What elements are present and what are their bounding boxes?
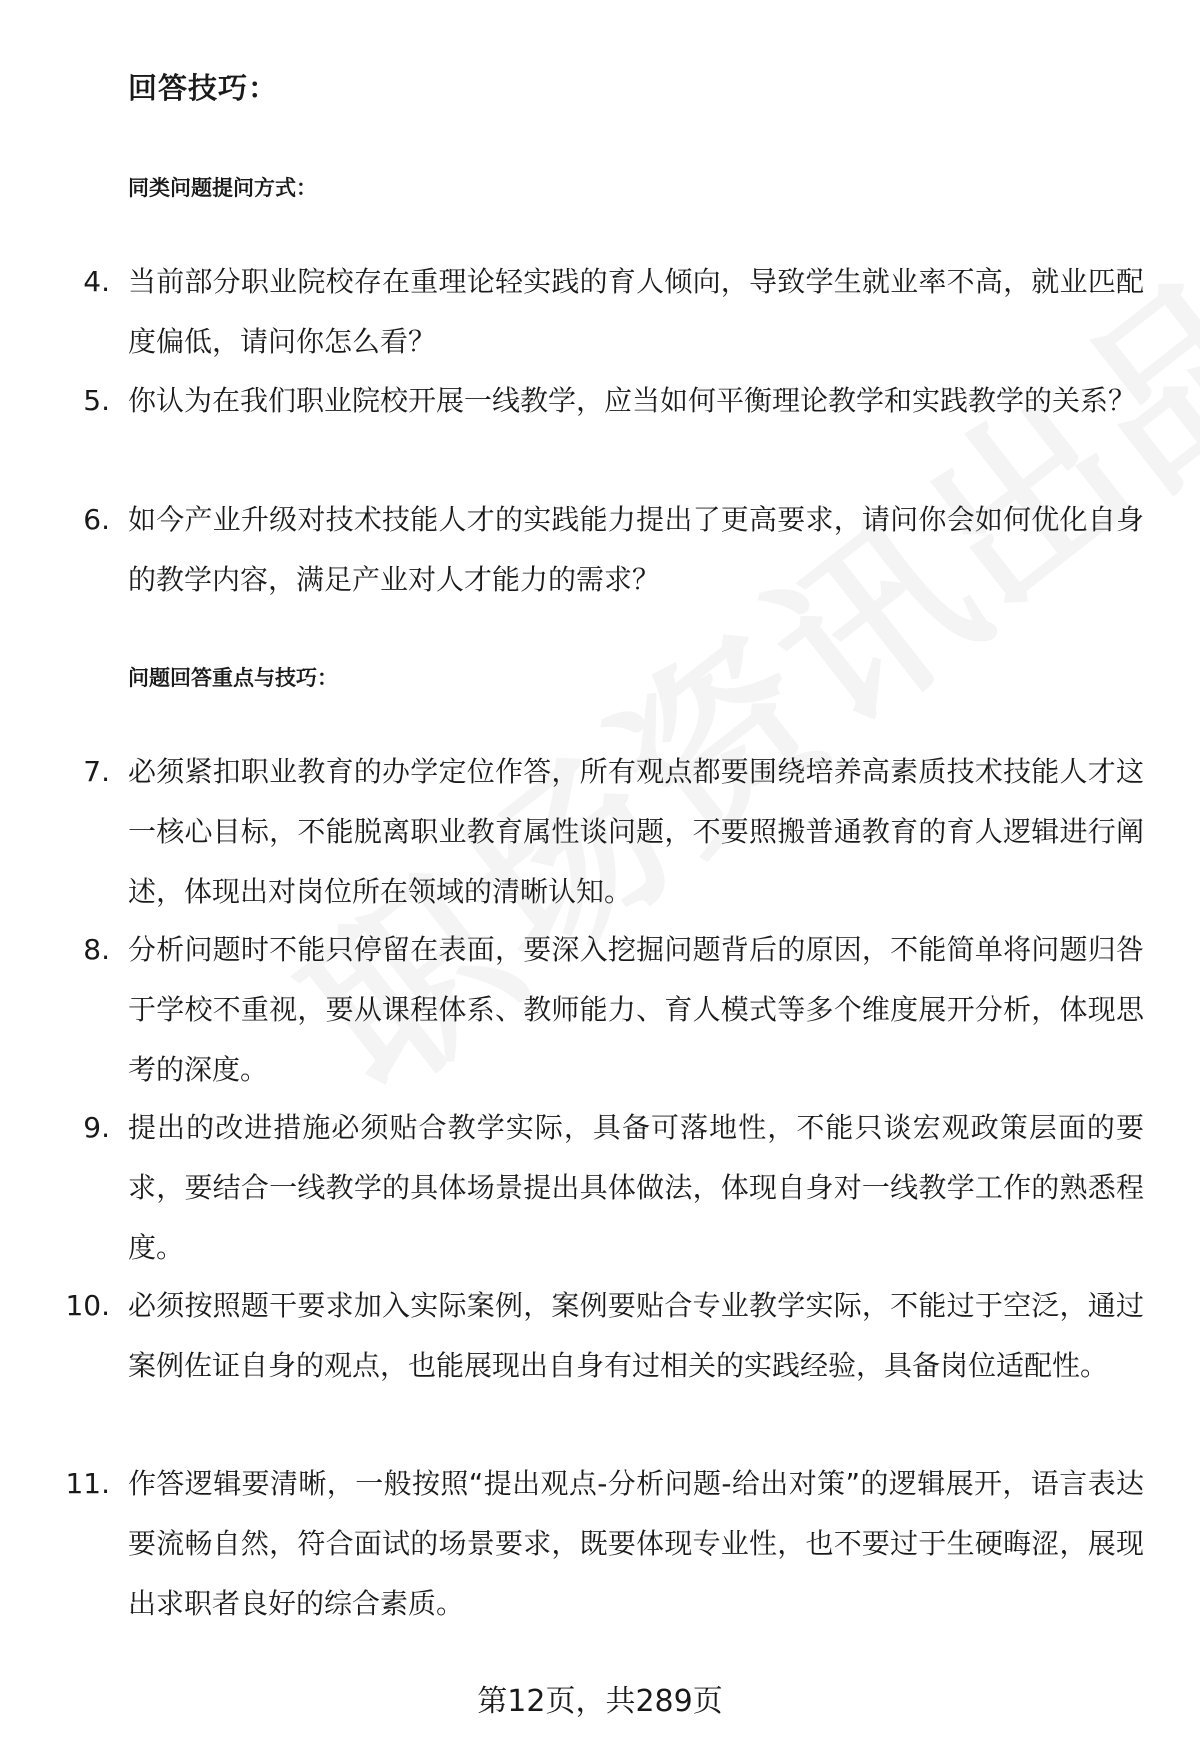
list-item-number: 11. bbox=[65, 1467, 110, 1500]
list-item-number: 5. bbox=[83, 384, 110, 417]
list-item-number: 8. bbox=[83, 933, 110, 966]
list-item-text: 分析问题时不能只停留在表面，要深入挖掘问题背后的原因，不能简单将问题归咎于学校不重视，要从课程体系、教师能力、育人模式等多个维度展开分析，体现思考的深度。 bbox=[128, 933, 1144, 1086]
list-item-text: 作答逻辑要清晰，一般按照“提出观点-分析问题-给出对策”的逻辑展开，语言表达要流畅自然，符合面试的场景要求，既要体现专业性，也不要过于生硬晦涩，展现出求职者良好的综合素质。 bbox=[128, 1467, 1144, 1620]
page-number: 第12页，共289页 bbox=[477, 1684, 723, 1719]
list-item-number: 7. bbox=[83, 755, 110, 788]
list-item-number: 6. bbox=[83, 503, 110, 536]
list-item-number: 9. bbox=[83, 1111, 110, 1144]
list-item-text: 如今产业升级对技术技能人才的实践能力提出了更高要求，请问你会如何优化自身的教学内容，满足产业对人才能力的需求？ bbox=[128, 503, 1144, 596]
list-item-text: 当前部分职业院校存在重理论轻实践的育人倾向，导致学生就业率不高，就业匹配度偏低，请问你怎么看？ bbox=[128, 265, 1144, 358]
list-item-text: 提出的改进措施必须贴合教学实际，具备可落地性，不能只谈宏观政策层面的要求，要结合一线教学的具体场景提出具体做法，体现自身对一线教学工作的熟悉程度。 bbox=[128, 1111, 1144, 1264]
list-item-text: 必须紧扣职业教育的办学定位作答，所有观点都要围绕培养高素质技术技能人才这一核心目标，不能脱离职业教育属性谈问题，不要照搬普通教育的育人逻辑进行阐述，体现出对岗位所在领域的清晰认知。 bbox=[128, 755, 1144, 908]
list-item-number: 4. bbox=[83, 265, 110, 298]
list-item-number: 10. bbox=[65, 1289, 110, 1322]
heading-answer-tips: 回答技巧： bbox=[128, 71, 279, 105]
list-item-text: 你认为在我们职业院校开展一线教学，应当如何平衡理论教学和实践教学的关系？ bbox=[128, 384, 1137, 417]
heading-key-points: 问题回答重点与技巧： bbox=[128, 666, 338, 690]
list-item-text: 必须按照题干要求加入实际案例，案例要贴合专业教学实际，不能过于空泛，通过案例佐证自身的观点，也能展现出自身有过相关的实践经验，具备岗位适配性。 bbox=[128, 1289, 1144, 1382]
heading-similar-questions: 同类问题提问方式： bbox=[128, 176, 317, 200]
